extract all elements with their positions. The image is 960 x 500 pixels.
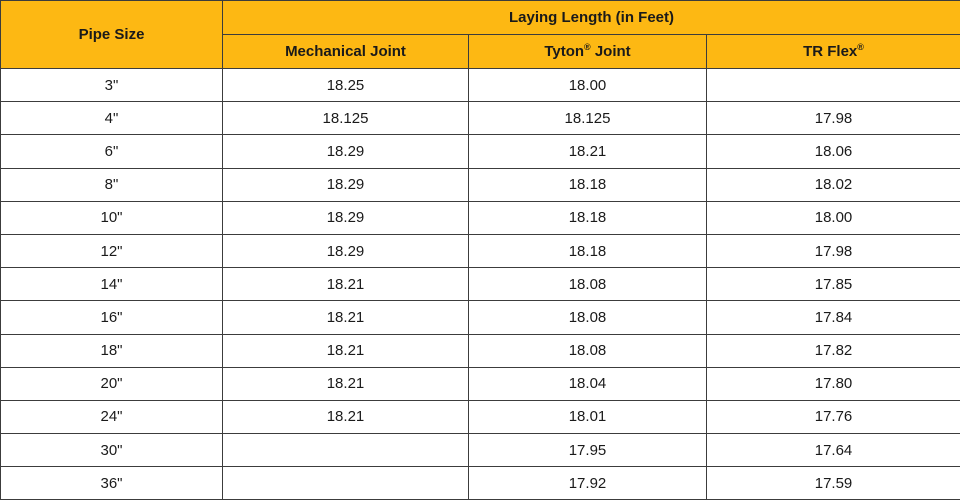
cell-tyton-joint: 17.92: [469, 467, 707, 500]
cell-tr-flex: 17.98: [707, 102, 960, 135]
cell-pipe-size: 6": [1, 135, 223, 168]
column-header-tyton-joint-label: Tyton: [544, 43, 585, 60]
cell-tyton-joint: 17.95: [469, 434, 707, 467]
cell-pipe-size: 18": [1, 334, 223, 367]
cell-tyton-joint: 18.08: [469, 334, 707, 367]
cell-tr-flex: 17.82: [707, 334, 960, 367]
cell-tr-flex: 17.64: [707, 434, 960, 467]
cell-tr-flex: 17.85: [707, 268, 960, 301]
table-row: [1, 201, 960, 234]
registered-mark-trflex: ®: [857, 42, 864, 52]
cell-pipe-size: 3": [1, 69, 223, 102]
table-row: [1, 268, 960, 301]
cell-pipe-size: 30": [1, 434, 223, 467]
column-header-mechanical-joint: [223, 35, 469, 69]
table-row: [1, 367, 960, 400]
cell-pipe-size: 12": [1, 234, 223, 267]
cell-tyton-joint: 18.00: [469, 69, 707, 102]
cell-tyton-joint: 18.18: [469, 168, 707, 201]
cell-tr-flex: 17.98: [707, 234, 960, 267]
cell-tyton-joint: 18.04: [469, 367, 707, 400]
table-body: [1, 69, 960, 500]
cell-tr-flex: 18.06: [707, 135, 960, 168]
cell-mechanical-joint: [223, 434, 469, 467]
cell-pipe-size: 8": [1, 168, 223, 201]
cell-tyton-joint: 18.18: [469, 201, 707, 234]
cell-mechanical-joint: 18.21: [223, 268, 469, 301]
cell-pipe-size: 16": [1, 301, 223, 334]
table-row: [1, 334, 960, 367]
cell-mechanical-joint: 18.21: [223, 334, 469, 367]
cell-tr-flex: 17.80: [707, 367, 960, 400]
header-row-group: [1, 1, 960, 35]
column-header-mechanical-joint-label: Mechanical Joint: [285, 43, 406, 60]
table-row: [1, 168, 960, 201]
cell-mechanical-joint: 18.29: [223, 201, 469, 234]
cell-tr-flex: [707, 69, 960, 102]
cell-mechanical-joint: 18.125: [223, 102, 469, 135]
cell-mechanical-joint: [223, 467, 469, 500]
cell-pipe-size: 10": [1, 201, 223, 234]
cell-pipe-size: 4": [1, 102, 223, 135]
column-header-tr-flex-label: TR Flex: [803, 43, 858, 60]
column-header-tyton-joint: [469, 35, 707, 69]
cell-tyton-joint: 18.01: [469, 400, 707, 433]
cell-mechanical-joint: 18.21: [223, 400, 469, 433]
table-row: [1, 69, 960, 102]
cell-tyton-joint: 18.21: [469, 135, 707, 168]
table-header: [1, 1, 960, 69]
cell-pipe-size: 20": [1, 367, 223, 400]
cell-tyton-joint: 18.18: [469, 234, 707, 267]
column-header-tr-flex: [707, 35, 960, 69]
cell-pipe-size: 36": [1, 467, 223, 500]
column-header-tyton-joint-suffix: Joint: [590, 43, 631, 60]
cell-mechanical-joint: 18.21: [223, 367, 469, 400]
cell-pipe-size: 24": [1, 400, 223, 433]
table-row: [1, 234, 960, 267]
cell-tr-flex: 17.84: [707, 301, 960, 334]
column-header-group-laying-length: Laying Length (in Feet): [223, 1, 960, 35]
cell-mechanical-joint: 18.29: [223, 234, 469, 267]
table-row: [1, 301, 960, 334]
table-row: [1, 135, 960, 168]
cell-pipe-size: 14": [1, 268, 223, 301]
cell-tr-flex: 17.59: [707, 467, 960, 500]
cell-mechanical-joint: 18.29: [223, 135, 469, 168]
registered-mark-tyton: ®: [584, 42, 591, 52]
cell-tyton-joint: 18.08: [469, 268, 707, 301]
cell-tyton-joint: 18.08: [469, 301, 707, 334]
column-header-pipe-size: Pipe Size: [1, 1, 223, 69]
cell-tyton-joint: 18.125: [469, 102, 707, 135]
cell-tr-flex: 17.76: [707, 400, 960, 433]
table-row: [1, 467, 960, 500]
cell-mechanical-joint: 18.21: [223, 301, 469, 334]
table-row: [1, 400, 960, 433]
table-row: [1, 102, 960, 135]
cell-mechanical-joint: 18.29: [223, 168, 469, 201]
cell-mechanical-joint: 18.25: [223, 69, 469, 102]
table-row: [1, 434, 960, 467]
cell-tr-flex: 18.02: [707, 168, 960, 201]
cell-tr-flex: 18.00: [707, 201, 960, 234]
